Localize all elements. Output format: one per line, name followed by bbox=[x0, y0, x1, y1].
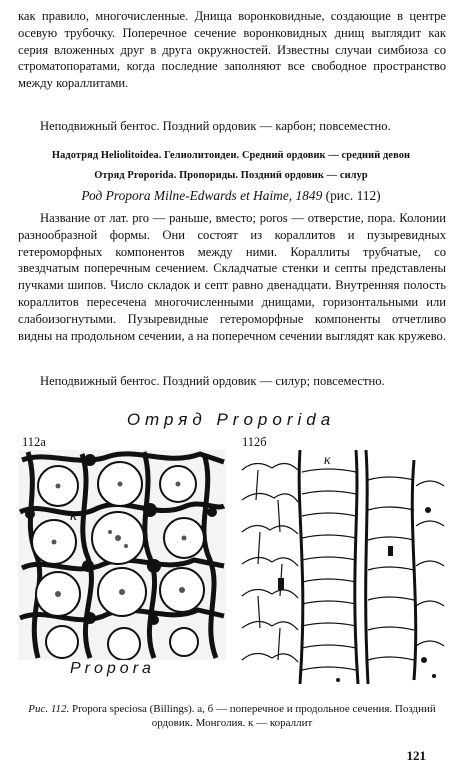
page-number: 121 bbox=[406, 748, 426, 763]
figure-112b-marker: к bbox=[324, 453, 331, 468]
paragraph-2: Неподвижный бентос. Поздний ордовик — карбон; повсеместно. bbox=[40, 119, 391, 133]
genus-heading bbox=[0, 188, 462, 204]
figure-112a-transverse-section bbox=[18, 450, 226, 660]
caption-prefix: Рис. 112. bbox=[28, 703, 70, 715]
caption-text: Propora speciosa (Billings). а, б — поперечное и продольное сечения. Поздний ордовик. Монголия. к — кораллит bbox=[72, 703, 436, 729]
figure-order-title: Отряд Proporida bbox=[126, 410, 336, 429]
paragraph-1: как правило, многочисленные. Днища воронковидные, создающие в центре осевую трубочку. Поперечное сечение воронковидных днищ выглядит как серия вложенных друг в друга окружностей. Известны случаи симбиоза со строматопоратами, когда последние заполняют все свободное пространство между кораллитами. bbox=[18, 9, 446, 91]
genus-description: Название от лат. pro — раньше, вместо; poros — отверстие, пора. Колонии разнообразной формы. Они состоят из кораллитов и пузыревидных гетероморфных компонентов между ними. Кораллиты трубчатые, со звездчатым поперечным сечением. Складчатые стенки и септы представлены пучками шипов. Число складок и септ равно двенадцати. Внутренняя полость кораллитов пересечена многочисленными днищами, горизонтальными или слабоизогнутыми. Пузыревидные гетероморфные компоненты отчетливо видны на продольном сечении, а на поперечном сечении выглядят как кружево. bbox=[18, 211, 447, 343]
figure-112a-marker: к bbox=[70, 508, 78, 524]
paragraph-habitat: Неподвижный бентос. Поздний ордовик — силур; повсеместно. bbox=[40, 374, 385, 388]
figure-genus-label: Propora bbox=[70, 660, 155, 677]
genus-name: Род Propora Milne-Edwards et Haime, 1849 bbox=[81, 188, 323, 203]
figure-label-a: 112а bbox=[22, 435, 46, 449]
superorder-heading: Надотряд Heliolitoidea. Гелиолитоидеи. Средний ордовик — средний девон bbox=[51, 150, 411, 161]
genus-figure-ref: (рис. 112) bbox=[325, 188, 381, 203]
figure-label-b: 112б bbox=[242, 435, 267, 449]
figure-caption bbox=[18, 702, 446, 730]
figure-112b-longitudinal-section bbox=[238, 450, 446, 684]
order-heading: Отряд Proporida. Пропориды. Поздний ордовик — силур bbox=[94, 170, 368, 181]
